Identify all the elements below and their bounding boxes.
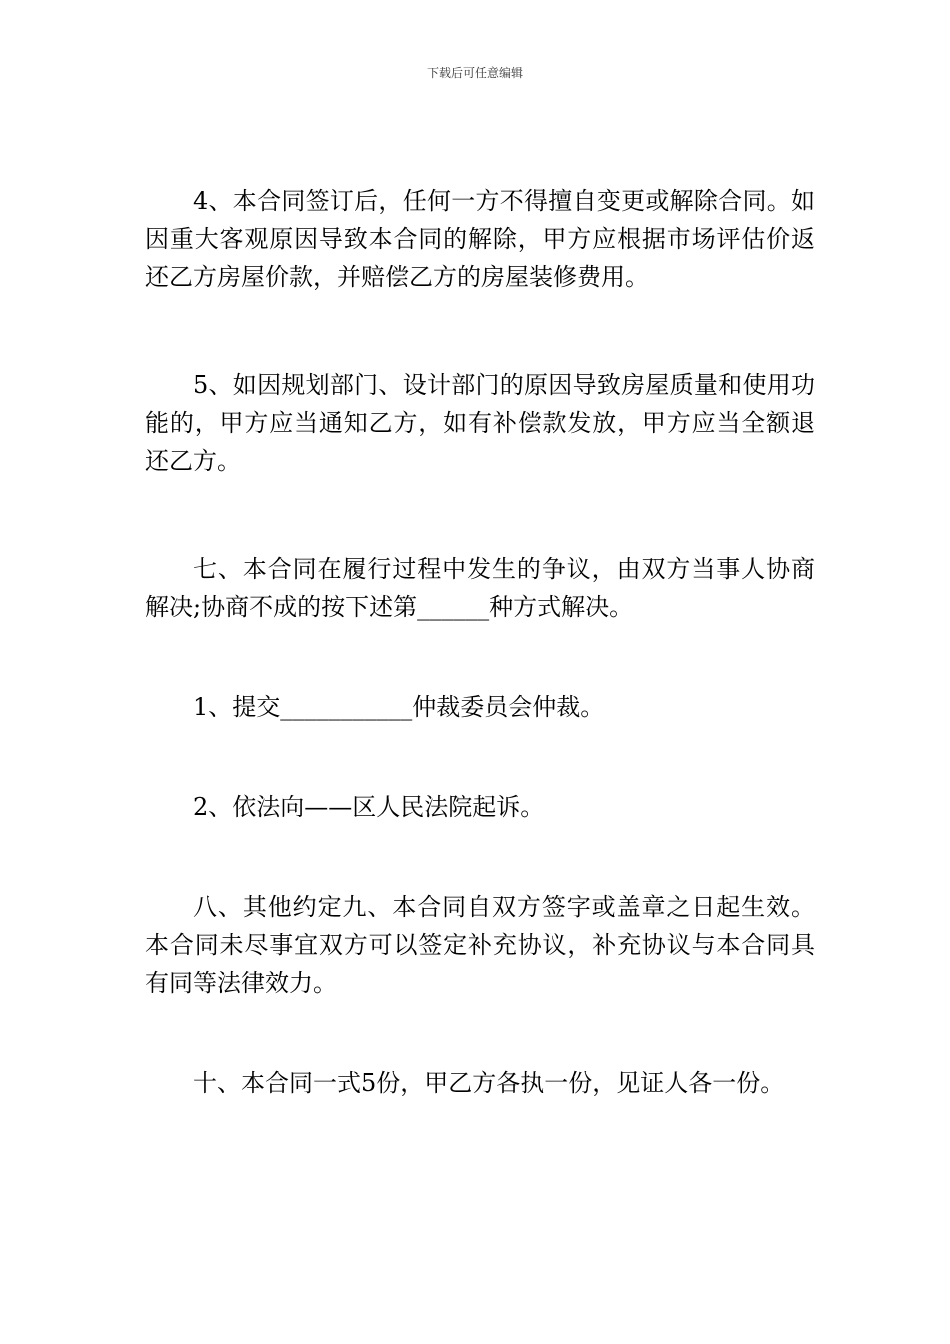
- paragraph-spacer: [145, 296, 815, 366]
- paragraph-spacer: [145, 826, 815, 888]
- document-body: [145, 182, 815, 1102]
- paragraph-clause-4: 4、本合同签订后，任何一方不得擅自变更或解除合同。如因重大客观原因导致本合同的解除，甲方应根据市场评估价返还乙方房屋价款，并赔偿乙方的房屋装修费用。: [145, 187, 815, 291]
- paragraph-other-terms: 八、其他约定九、本合同自双方签字或盖章之日起生效。本合同未尽事宜双方可以签定补充协议，补充协议与本合同具有同等法律效力。: [145, 893, 815, 997]
- page-header: 下载后可任意编辑: [426, 66, 523, 80]
- paragraph-spacer: [145, 726, 815, 788]
- paragraph-clause-5: 5、如因规划部门、设计部门的原因导致房屋质量和使用功能的，甲方应当通知乙方，如有补偿款发放，甲方应当全额退还乙方。: [145, 371, 815, 475]
- paragraph-court-option: 2、依法向——区人民法院起诉。: [193, 793, 545, 821]
- paragraph-copies: 十、本合同一式5份，甲乙方各执一份，见证人各一份。: [193, 1069, 785, 1097]
- paragraph-spacer: [145, 626, 815, 688]
- paragraph-arbitration-option: 1、提交___________仲裁委员会仲裁。: [193, 693, 605, 721]
- paragraph-spacer: [145, 1002, 815, 1064]
- paragraph-dispute-resolution: 七、本合同在履行过程中发生的争议，由双方当事人协商解决;协商不成的按下述第______种方式解决。: [145, 555, 815, 621]
- paragraph-spacer: [145, 480, 815, 550]
